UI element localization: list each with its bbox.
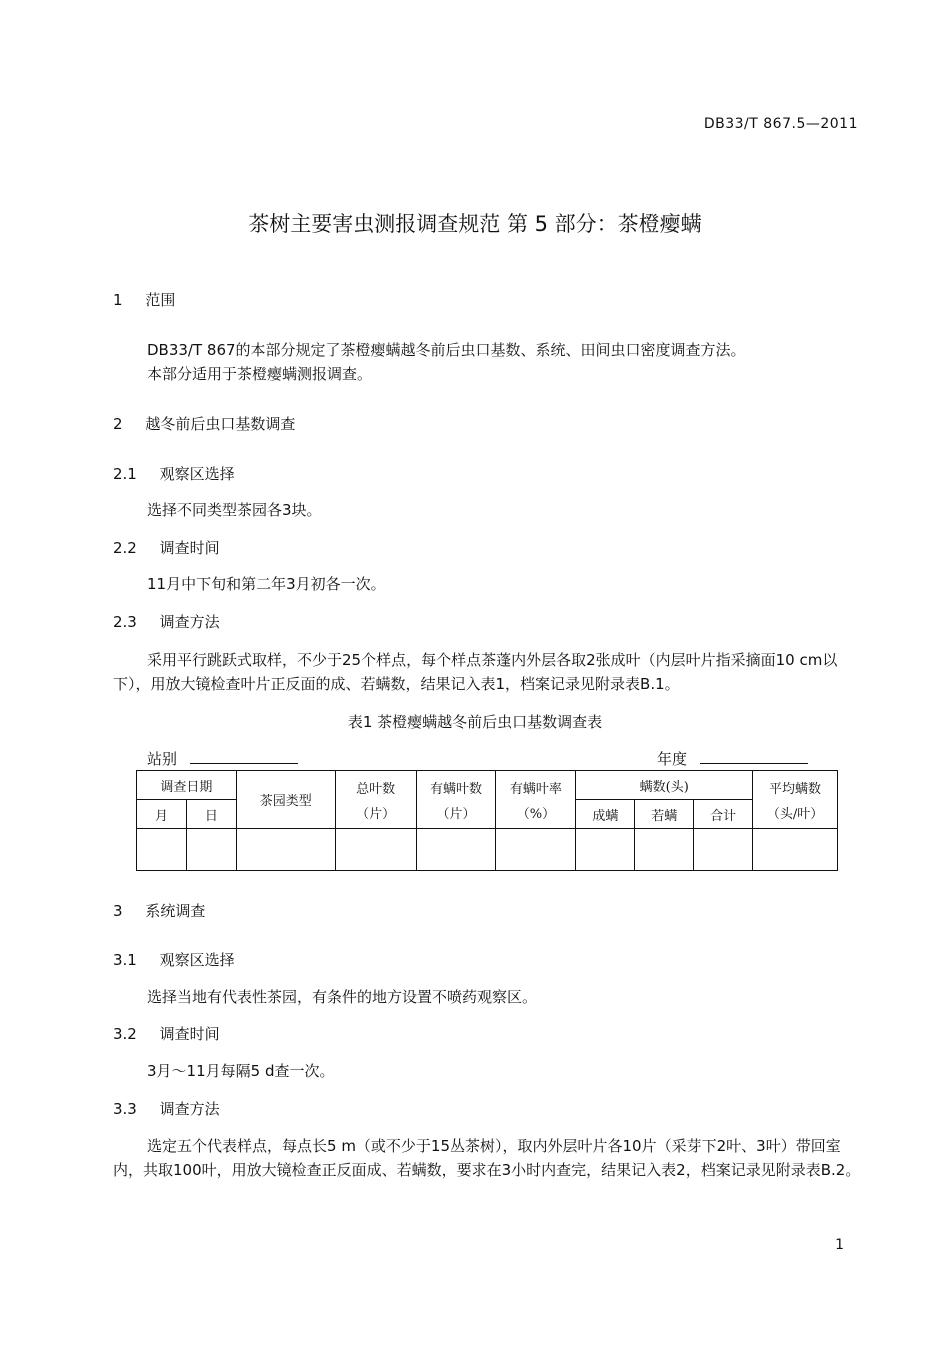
paragraph: 选择当地有代表性茶园，有条件的地方设置不喷药观察区。	[147, 988, 538, 1006]
header-adult: 成螨	[576, 800, 635, 829]
table-cell	[753, 829, 838, 871]
section-title: 调查方法	[159, 613, 220, 631]
table-cell	[335, 829, 416, 871]
table-cell	[694, 829, 753, 871]
table-cell	[137, 829, 187, 871]
section-title: 越冬前后虫口基数调查	[145, 415, 296, 433]
section-title: 观察区选择	[159, 951, 235, 969]
paragraph: 选择不同类型茶园各3块。	[147, 501, 322, 519]
header-total: 合计	[694, 800, 753, 829]
section-number: 1	[113, 291, 123, 309]
header-label: 总叶数	[356, 781, 396, 797]
section-2-heading	[113, 413, 295, 434]
header-average	[753, 771, 838, 829]
year-field	[657, 748, 808, 769]
subsection-3-3-heading	[113, 1098, 220, 1119]
section-3-heading	[113, 900, 205, 921]
table-row	[137, 829, 838, 871]
header-unit: （片）	[356, 806, 396, 822]
station-label: 站别	[147, 750, 178, 768]
subsection-3-1-heading	[113, 949, 235, 970]
paragraph: 11月中下旬和第二年3月初各一次。	[147, 575, 386, 593]
section-number: 3	[113, 902, 123, 920]
paragraph: 3月～11月每隔5 d查一次。	[147, 1062, 335, 1080]
header-month: 月	[137, 800, 187, 829]
section-title: 系统调查	[145, 902, 206, 920]
page-number: 1	[835, 1237, 844, 1253]
header-label: 有螨叶率	[509, 781, 562, 797]
header-label: 平均螨数	[769, 781, 822, 797]
header-nymph: 若螨	[635, 800, 694, 829]
section-number: 2.1	[113, 465, 137, 483]
header-unit: （头/叶）	[766, 806, 824, 822]
station-field	[147, 748, 298, 769]
subsection-2-2-heading	[113, 537, 220, 558]
section-number: 2.2	[113, 539, 137, 557]
section-number: 2	[113, 415, 123, 433]
header-date: 调查日期	[137, 771, 237, 800]
section-number: 3.2	[113, 1025, 137, 1043]
document-id: DB33/T 867.5—2011	[703, 116, 858, 132]
table-cell	[416, 829, 496, 871]
header-unit: （%）	[516, 806, 556, 822]
section-title: 观察区选择	[159, 465, 235, 483]
header-label: 有螨叶数	[430, 781, 483, 797]
table-caption: 表1 茶橙瘿螨越冬前后虫口基数调查表	[347, 713, 603, 731]
section-1-heading	[113, 289, 175, 310]
subsection-3-2-heading	[113, 1023, 220, 1044]
section-title: 调查方法	[159, 1100, 220, 1118]
table-1	[136, 770, 838, 871]
section-title: 调查时间	[159, 539, 220, 557]
header-total-leaves	[335, 771, 416, 829]
header-mite-leaves	[416, 771, 496, 829]
header-unit: （片）	[436, 806, 476, 822]
header-mite-rate	[496, 771, 576, 829]
table-cell	[496, 829, 576, 871]
section-title: 范围	[145, 291, 176, 309]
paragraph: 本部分适用于茶橙瘿螨测报调查。	[147, 365, 373, 383]
header-day: 日	[186, 800, 236, 829]
section-number: 2.3	[113, 613, 137, 631]
table-cell	[635, 829, 694, 871]
year-blank	[700, 749, 808, 764]
subsection-2-1-heading	[113, 463, 235, 484]
table-cell	[236, 829, 335, 871]
paragraph: 选定五个代表样点，每点长5 m（或不少于15丛茶树），取内外层叶片各10片（采芽下2叶、3叶）带回室内，共取100叶，用放大镜检查正反面成、若螨数，要求在3小时内查完，结果记入表2，档案记录见附录表B.2。	[113, 1137, 861, 1179]
header-mite-count: 螨数(头)	[576, 771, 753, 800]
section-number: 3.1	[113, 951, 137, 969]
station-blank	[190, 749, 298, 764]
subsection-2-3-heading	[113, 611, 220, 632]
header-garden-type: 茶园类型	[236, 771, 335, 829]
year-label: 年度	[657, 750, 688, 768]
section-number: 3.3	[113, 1100, 137, 1118]
section-title: 调查时间	[159, 1025, 220, 1043]
paragraph: 采用平行跳跃式取样，不少于25个样点，每个样点茶蓬内外层各取2张成叶（内层叶片指采摘面10 cm以下），用放大镜检查叶片正反面的成、若螨数，结果记入表1，档案记录见附录表B.1。	[113, 651, 838, 693]
paragraph: DB33/T 867的本部分规定了茶橙瘿螨越冬前后虫口基数、系统、田间虫口密度调查方法。	[147, 341, 746, 359]
table-cell	[576, 829, 635, 871]
document-title: 茶树主要害虫测报调查规范 第 5 部分：茶橙瘿螨	[248, 212, 702, 236]
table-cell	[186, 829, 236, 871]
